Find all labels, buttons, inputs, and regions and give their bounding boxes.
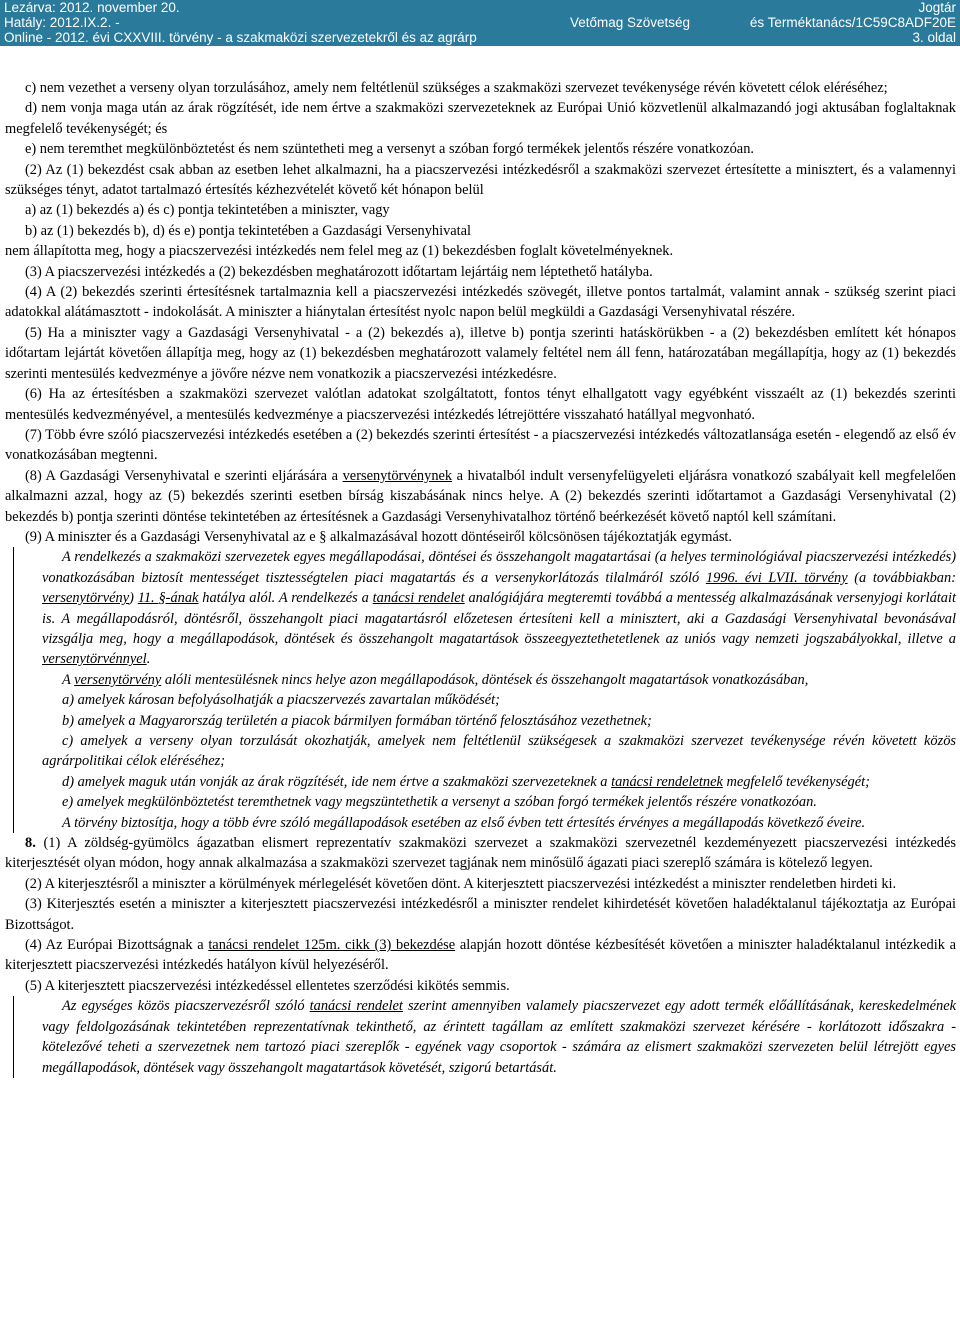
- header-doc-id: és Terméktanács/1C59C8ADF20E: [749, 15, 956, 30]
- commentary-block: [13, 996, 956, 1078]
- paragraph: nem állapította meg, hogy a piacszervezési intézkedés nem felel meg az (1) bekezdésben foglalt követelményeknek.: [5, 243, 674, 260]
- paragraph: b) az (1) bekezdés b), d) és e) pontja tekintetében a Gazdasági Versenyhivatal: [25, 222, 472, 239]
- commentary-item: b) amelyek a Magyarország területén a piacok bármilyen formában történő felosztásához vezethetnek;: [62, 712, 652, 729]
- paragraph: (9) A miniszter és a Gazdasági Versenyhivatal az e § alkalmazásával hozott döntéseiről kölcsönösen tájékoztatják egymást.: [25, 528, 733, 545]
- commentary-item: d) amelyek maguk után vonják az árak rögzítését, ide nem értve a szakmaközi szervezeteknek a tanácsi rendeletnek megfelelő tevékenységét;: [62, 773, 870, 790]
- header-left: [4, 0, 477, 45]
- paragraph: c) nem vezethet a verseny olyan torzulásához, amely nem feltétlenül szükséges a szakmaközi szervezet tevékenysége révén követett célok eléréséhez;: [25, 80, 888, 96]
- link-council-regulation[interactable]: tanácsi rendelet: [372, 590, 465, 607]
- link-section-11[interactable]: 11. §-ának: [137, 590, 199, 607]
- commentary-item: c) amelyek a verseny olyan torzulását okozhatják, amelyek nem feltétlenül szükségesek a szakmaközi szervezet tevékenysége révén követett közös agrárpolitikai célok eléréséhez;: [42, 733, 956, 770]
- paragraph: (2) A kiterjesztésről a miniszter a körülmények mérlegelését követően dönt. A kiterjesztett piacszervezési intézkedést a miniszter rendeletben hirdeti ki.: [25, 875, 897, 892]
- commentary-block: [13, 547, 956, 833]
- paragraph: a) az (1) bekezdés a) és c) pontja tekintetében a miniszter, vagy: [25, 202, 390, 219]
- commentary-item: e) amelyek megkülönböztetést teremthetnek vagy megszüntethetik a versenyt a szóban forgó termékek jelentős részére vonatkozóan.: [62, 794, 817, 811]
- paragraph: (6) Ha az értesítésben a szakmaközi szervezet valótlan adatokat szolgáltatott, fontos tényt elhallgatott vagy egyébként visszaélt az (1) bekezdés szerinti mentesülés kedvezményével, a mentesülés kedvezménye a piacszervezési intézkedés létrejöttére visszaható hatállyal megvonható.: [5, 386, 956, 423]
- header-page-number: 3. oldal: [912, 30, 956, 45]
- paragraph: (5) Ha a miniszter vagy a Gazdasági Versenyhivatal - a (2) bekezdés a), illetve b) pontja szerinti hatáskörükben - a (2) bekezdésben említett két hónapos időtartam lejártát követően állapítja meg, hogy az (1) bekezdésben meghatározott valamely feltétel nem áll fenn, határozatában megállapítja, hogy az (1) bekezdés szerinti mentesülés kedvezménye a jövőre nézve nem vonatkozik a piacszervezési intézkedésre.: [5, 324, 956, 382]
- link-competition-act[interactable]: versenytörvénynek: [342, 467, 453, 484]
- commentary-paragraph: A törvény biztosítja, hogy a több évre szóló megállapodások esetében az első évben tett értesítés érvényes a megállapodás következő éveire.: [62, 814, 866, 831]
- paragraph: (5) A kiterjesztett piacszervezési intézkedéssel ellentetes szerződési kikötés semmis.: [25, 977, 510, 994]
- header-online-title: Online - 2012. évi CXXVIII. törvény - a szakmaközi szervezetekről és az agrárp: [4, 30, 477, 45]
- commentary-paragraph: Az egységes közös piacszervezésről szóló tanácsi rendelet szerint amennyiben valamely piacszervezet egy adott termék előállításának, kereskedelmének vagy feldolgozásának tekintetében reprezentatívnak tekinthető, az érintett tagállam az említett szakmaközi szervezet kérésére - korlátozott időszakra - kötelezővé teheti a szervezetnek nem tartozó piaci szereplők - egyének vagy csoportok - számára az elismert szakmaközi szervezeten belül létrejött egyes megállapodások, döntések vagy összehangolt magatartások követését, szigorú betartását.: [42, 998, 956, 1076]
- paragraph: (3) Kiterjesztés esetén a miniszter a kiterjesztett piacszervezési intézkedésről a miniszter rendelet kihirdetését követően haladéktalanul tájékoztatja az Európai Bizottságot.: [5, 896, 956, 933]
- link-council-regulation[interactable]: tanácsi rendeletnek: [611, 773, 723, 790]
- link-1996-act[interactable]: 1996. évi LVII. törvény: [705, 569, 848, 586]
- header-source: Jogtár: [918, 0, 956, 15]
- header-organization: Vetőmag Szövetség: [569, 15, 691, 30]
- commentary-item: a) amelyek károsan befolyásolhatják a piacszervezés zavartalan működését;: [62, 692, 500, 709]
- link-competition-act[interactable]: versenytörvény: [74, 671, 162, 688]
- header-right: [750, 0, 956, 45]
- header-closed-date: Lezárva: 2012. november 20.: [4, 0, 180, 15]
- commentary-paragraph: A versenytörvény alóli mentesülésnek nincs helye azon megállapodások, döntések és összehangolt magatartások vonatkozásában,: [62, 671, 809, 688]
- link-council-regulation-article[interactable]: tanácsi rendelet 125m. cikk (3) bekezdése: [208, 937, 456, 954]
- section-8-paragraph: 8. (1) A zöldség-gyümölcs ágazatban elismert reprezentatív szakmaközi szervezet a szakmaközi szervezetnél kezdeményezett piacszervezési intézkedés kiterjesztését olyan módon, hogy annak alkalmazása a szakmaközi szervezet tagjának nem minősülő ágazati piaci szereplő számára is kötelező legyen.: [5, 835, 956, 872]
- document-body: [5, 78, 956, 1078]
- header-center: [560, 0, 700, 30]
- header-effect-date: Hatály: 2012.IX.2. -: [4, 15, 120, 30]
- paragraph: e) nem teremthet megkülönböztetést és nem szüntetheti meg a versenyt a szóban forgó termékek jelentős részére vonatkozóan.: [25, 141, 754, 158]
- link-competition-act[interactable]: versenytörvénnyel: [42, 651, 147, 668]
- link-competition-act[interactable]: versenytörvény: [42, 590, 130, 607]
- paragraph: (3) A piacszervezési intézkedés a (2) bekezdésben meghatározott időtartam lejártáig nem léptethető hatályba.: [25, 263, 653, 280]
- paragraph: (7) Több évre szóló piacszervezési intézkedés esetében a (2) bekezdés szerinti értesítést - a piacszervezési intézkedés változatlansága esetén - elegendő az első év vonatkozásában megtenni.: [5, 426, 956, 464]
- paragraph: (2) Az (1) bekezdést csak abban az esetben lehet alkalmazni, ha a piacszervezési intézkedésről a szakmaközi szervezet értesítette a minisztert, és a valamennyi szükséges tényt, adatot tartalmazó értesítés kézhezvételét követő két hónapon belül: [5, 161, 956, 199]
- paragraph: d) nem vonja maga után az árak rögzítését, ide nem értve a szakmaközi szervezeteknek az Európai Unió közvetlenül alkalmazandó jogi aktusában foglaltaknak megfelelő tevékenységét; és: [5, 100, 956, 137]
- paragraph: (4) Az Európai Bizottságnak a tanácsi rendelet 125m. cikk (3) bekezdése alapján hozott döntése kézbesítését követően a miniszter haladéktalanul intézkedik a kiterjesztett piacszervezési intézkedés hatályon kívül helyezéséről.: [5, 937, 956, 974]
- link-council-regulation[interactable]: tanácsi rendelet: [309, 998, 403, 1015]
- document-header: [0, 0, 960, 46]
- section-number: 8.: [25, 835, 36, 852]
- paragraph: (8) A Gazdasági Versenyhivatal e szerinti eljárására a versenytörvénynek a hivatalból indult versenyfelügyeleti eljárásra vonatkozó szabályait kell megfelelően alkalmazni azzal, hogy az (5) bekezdés szerinti esetben bírság kiszabásának nincs helye. A (2) bekezdés szerinti időtartamot a Gazdasági Versenyhivatal (2) bekezdés b) pontja szerinti döntése tekintetében az értesítésnek a Gazdasági Versenyhivatalhoz történő beérkezését követő naptól kell számítani.: [5, 467, 956, 525]
- paragraph: (4) A (2) bekezdés szerinti értesítésnek tartalmaznia kell a piacszervezési intézkedés szövegét, illetve pontos tartalmát, valamint annak - szükség szerint piaci adatokkal alátámasztott - indokolását. A miniszter a hiánytalan értesítést nyolc napon belül megküldi a Gazdasági Versenyhivatal részére.: [5, 284, 956, 321]
- commentary-paragraph: A rendelkezés a szakmaközi szervezetek egyes megállapodásai, döntései és összehangolt magatartásai (a helyes terminológiával piacszervezési intézkedés) vonatkozásában biztosít mentességet tisztességtelen piaci magatartás és a versenykorlátozás tilalmáról szóló 1996. évi LVII. törvény (a továbbiakban: versenytörvény) 11. §-ának hatálya alól. A rendelkezés a tanácsi rendelet analógiájára megteremti továbbá a mentesség alkalmazásának versenyjogi korlátait is. A megállapodásról, döntésről, összehangolt piaci magatartásról előzetesen értesíteni kell a minisztert, aki a Gazdasági Versenyhivatal bevonásával vizsgálja meg, hogy a megállapodások, döntések és összehangolt magatartások összeegyeztethetetlenek az uniós vagy nemzeti jogszabályokkal, illetve a versenytörvénnyel.: [42, 549, 956, 668]
